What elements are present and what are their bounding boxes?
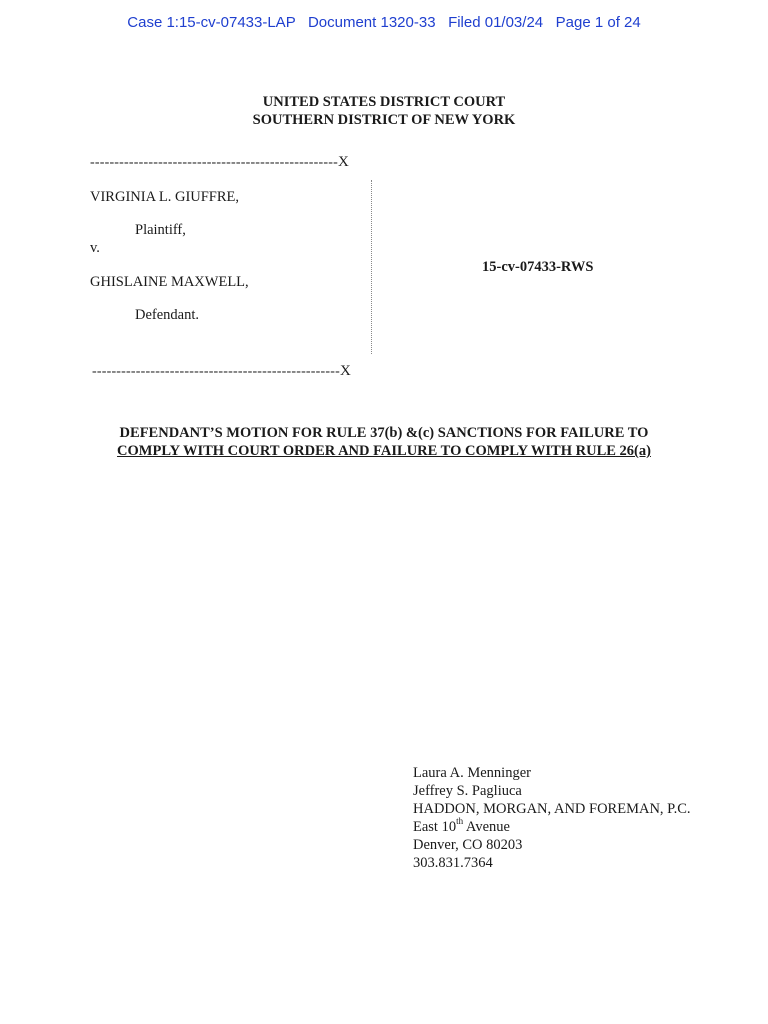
case-number: 15-cv-07433-RWS bbox=[482, 259, 594, 275]
phone-number: 303.831.7364 bbox=[413, 855, 493, 871]
city-state-zip: Denver, CO 80203 bbox=[413, 837, 523, 853]
court-name: UNITED STATES DISTRICT COURT bbox=[262, 94, 506, 110]
street-address: East 10th Avenue bbox=[413, 816, 510, 835]
document-number: Document 1320-33 bbox=[307, 14, 436, 31]
versus: v. bbox=[90, 240, 100, 256]
motion-title bbox=[0, 424, 768, 460]
motion-title-line2: COMPLY WITH COURT ORDER AND FAILURE TO COMPLY WITH RULE 26(a) bbox=[117, 443, 651, 459]
defendant-role: Defendant. bbox=[135, 307, 200, 323]
motion-title-line1: DEFENDANT’S MOTION FOR RULE 37(b) &(c) SANCTIONS FOR FAILURE TO bbox=[119, 425, 649, 441]
caption-divider bbox=[371, 180, 372, 354]
court-heading bbox=[0, 93, 768, 129]
filing-header-stamp bbox=[0, 14, 768, 31]
caption-bottom-rule: ---------------------------------------------------X bbox=[92, 363, 352, 379]
caption-top-rule: ---------------------------------------------------X bbox=[90, 154, 350, 170]
court-district: SOUTHERN DISTRICT OF NEW YORK bbox=[252, 112, 516, 128]
counsel-block bbox=[413, 764, 691, 872]
page-indicator: Page 1 of 24 bbox=[555, 14, 641, 31]
case-id: Case 1:15-cv-07433-LAP bbox=[127, 14, 296, 31]
attorney-name: Jeffrey S. Pagliuca bbox=[413, 783, 522, 799]
plaintiff-role: Plaintiff, bbox=[135, 222, 186, 238]
attorney-name: Laura A. Menninger bbox=[413, 765, 531, 781]
filed-date: Filed 01/03/24 bbox=[448, 14, 544, 31]
plaintiff-name: VIRGINIA L. GIUFFRE, bbox=[90, 189, 240, 205]
law-firm: HADDON, MORGAN, AND FOREMAN, P.C. bbox=[413, 801, 691, 817]
defendant-name: GHISLAINE MAXWELL, bbox=[90, 274, 249, 290]
